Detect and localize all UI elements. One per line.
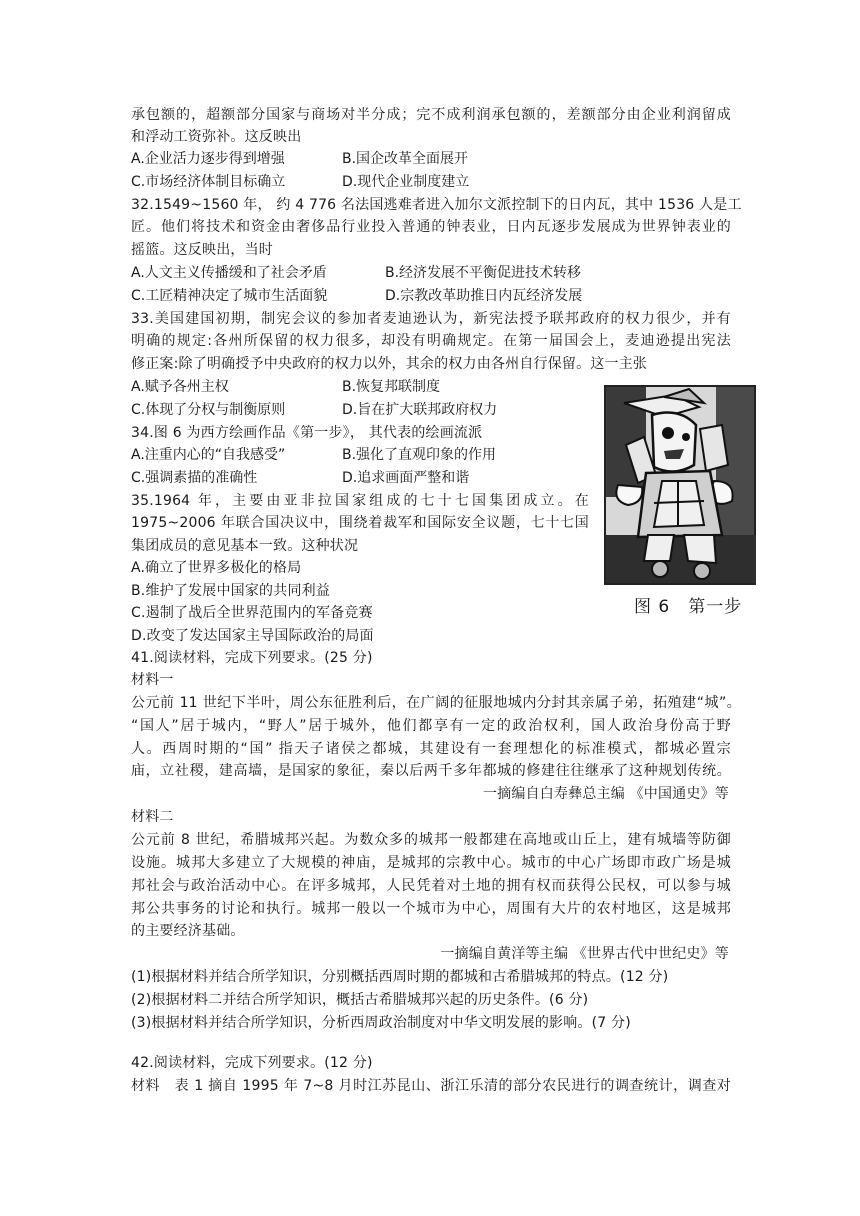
text-line: 设施。城邦大多建立了大规模的神庙，是城邦的宗教中心。城市的中心广场即市政广场是城 [131,855,731,871]
option-c: C.体现了分权与制衡原则 [131,402,286,418]
option-d: D.现代企业制度建立 [342,174,470,190]
option-c: C.遏制了战后全世界范围内的军备竞赛 [131,605,373,621]
option-d: D.追求画面严整和谐 [342,470,470,486]
text-line: 明确的规定:各州所保留的权力很多，却没有明确规定。在第一届国会上，麦迪逊提出宪法 [131,333,731,349]
sub-question-3: (3)根据材料并结合所学知识，分析西周政治制度对中华文明发展的影响。(7 分) [131,1015,631,1031]
option-b: B.经济发展不平衡促进技术转移 [385,265,582,281]
question-32: 32.1549~1560 年， 约 4 776 名法国逃难者进入加尔文派控制下的日内瓦，其中 1536 人是工 [131,197,742,213]
source-note: 一摘编自黄洋等主编 《世界古代中世纪史》等 [440,946,729,962]
question-33: 33.美国建国初期，制宪会议的参加者麦迪逊认为，新宪法授予联邦政府的权力很少，并有 [131,311,731,327]
painting-drawing [604,385,756,585]
text-line: 集团成员的意见基本一致。这种状况 [131,538,359,554]
option-b: B.维护了发展中国家的共同利益 [131,583,331,599]
option-a: A.确立了世界多极化的格局 [131,560,302,576]
material-heading: 材料二 [131,809,174,825]
text-line: 邦社会与政治活动中心。在评多城邦，人民凭着对土地的拥有权而获得公民权，可以参与城 [131,878,731,894]
sub-question-2: (2)根据材料二并结合所学知识，概括古希腊城邦兴起的历史条件。(6 分) [131,992,589,1008]
question-35: 35.1964 年，主要由亚非拉国家组成的七十七国集团成立。在 [131,493,589,509]
option-c: C.强调素描的准确性 [131,470,258,486]
text-line: 材料 表 1 摘自 1995 年 7~8 月时江苏昆山、浙江乐清的部分农民进行的调查统计，调查对 [131,1078,731,1094]
text-line: 修正案:除了明确授予中央政府的权力以外，其余的权力由各州自行保留。这一主张 [131,356,648,372]
text-line: 庙，立社稷，建高墙，是国家的象征，秦以后两千多年都城的修建往往继承了这种规划传统。 [131,763,731,779]
option-b: B.恢复邦联制度 [342,379,441,395]
option-d: D.宗教改革助推日内瓦经济发展 [385,288,583,304]
text-line: 公元前 8 世纪，希腊城邦兴起。为数众多的城邦一般都建在高地或山丘上，建有城墙等防御 [131,832,731,848]
option-c: C.市场经济体制目标确立 [131,174,286,190]
material-heading: 材料一 [131,672,174,688]
option-a: A.企业活力逐步得到增强 [131,151,285,167]
text-line: 摇篮。这反映出，当时 [131,242,273,258]
option-b: B.强化了直观印象的作用 [342,447,497,463]
option-d: D.改变了发达国家主导国际政治的局面 [131,628,374,644]
question-42: 42.阅读材料，完成下列要求。(12 分) [131,1055,373,1071]
text-line: 匠。他们将技术和资金由奢侈品行业投入普通的钟表业，日内瓦逐步发展成为世界钟表业的 [131,219,731,235]
text-line: “国人”居于城内，“野人”居于城外，他们都享有一定的政治权利，国人政治身份高于野 [131,718,731,734]
option-a: A.注重内心的“自我感受” [131,447,286,463]
option-a: A.人文主义传播缓和了社会矛盾 [131,265,327,281]
option-d: D.旨在扩大联邦政府权力 [342,402,498,418]
text-line: 公元前 11 世纪下半叶，周公东征胜利后，在广阔的征服地城内分封其亲属子弟，拓殖建“城”。 [131,695,741,711]
text-line: 1975~2006 年联合国决议中，围绕着裁军和国际安全议题，七十七国 [131,515,589,531]
figure-caption: 图 6 第一步 [634,597,743,617]
text-line: 承包额的，超额部分国家与商场对半分成；完不成利润承包额的，差额部分由企业利润留成 [131,107,731,123]
sub-question-1: (1)根据材料并结合所学知识，分别概括西周时期的都城和古希腊城邦的特点。(12 分) [131,969,669,985]
question-41: 41.阅读材料，完成下列要求。(25 分) [131,650,373,666]
text-line: 邦公共事务的讨论和执行。城邦一般以一个城市为中心，周围有大片的农村地区，这是城邦 [131,901,731,917]
source-note: 一摘编自白寿彝总主编 《中国通史》等 [482,786,729,802]
option-b: B.国企改革全面展开 [342,151,469,167]
option-c: C.工匠精神决定了城市生活面貌 [131,288,328,304]
text-line: 的主要经济基础。 [131,923,245,939]
text-line: 人。西周时期的“国” 指天子诸侯之都城，其建设有一套理想化的标准模式，都城必置宗 [131,741,731,757]
option-a: A.赋予各州主权 [131,379,229,395]
question-34: 34.图 6 为西方绘画作品《第一步》， 其代表的绘画流派 [131,425,483,441]
text-line: 和浮动工资弥补。这反映出 [131,129,302,145]
painting-image [604,385,756,585]
